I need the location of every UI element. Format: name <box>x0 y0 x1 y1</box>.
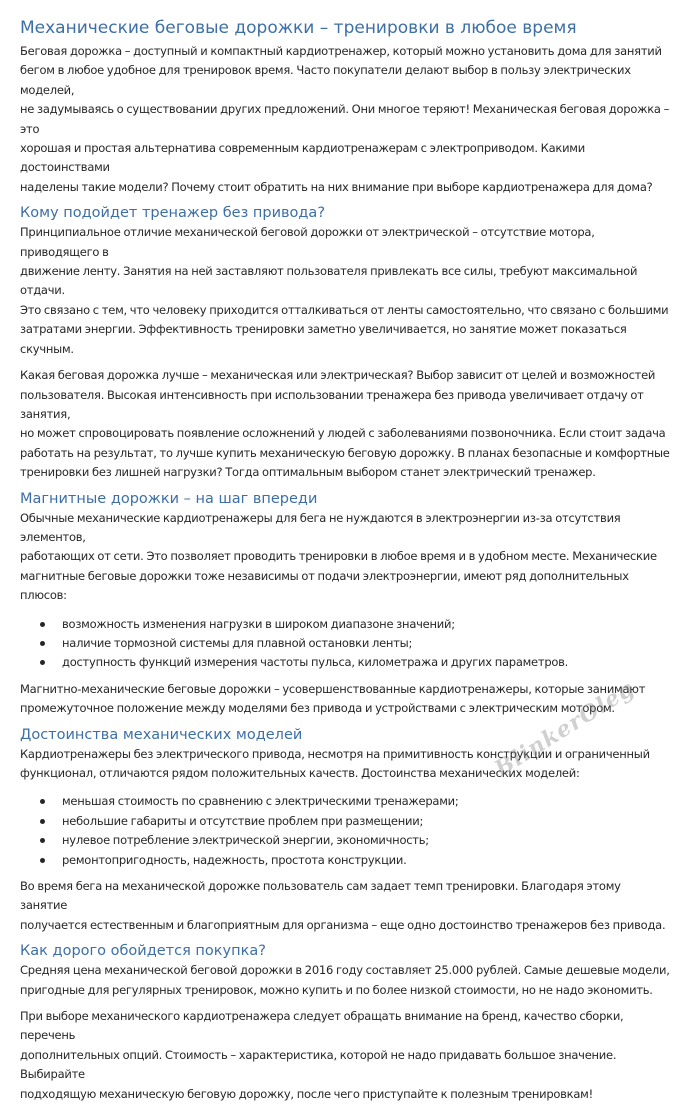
bullet-list <box>20 615 670 673</box>
text-line: Принципиальное отличие механической беговой дорожки от электрической – отсутствие мотора, приводящего в <box>20 225 595 259</box>
intro-paragraph <box>20 42 670 197</box>
list-item: наличие тормозной системы для плавной остановки ленты; <box>20 634 670 653</box>
text-line: работающих от сети. Это позволяет проводить тренировки в любое время и в удобном месте. Механические <box>20 549 657 564</box>
text-line: но может спровоцировать появление осложнений у людей с заболеваниями позвоночника. Если стоит задача <box>20 426 666 441</box>
text-line: наделены такие модели? Почему стоит обратить на них внимание при выборе кардиотренажера для дома? <box>20 179 653 194</box>
text-line: Это связано с тем, что человеку приходится отталкиваться от ленты самостоятельно, что связано с большими <box>20 302 669 317</box>
text-line: получается естественным и благоприятным для организма – еще одно достоинство тренажеров без привода. <box>20 917 666 932</box>
text-line: работать на результат, то лучше купить механическую беговую дорожку. В планах безопасные и комфортные <box>20 445 670 460</box>
text-line: промежуточное положение между моделями без привода и устройствами с электрическим мотором. <box>20 701 615 716</box>
list-item: доступность функций измерения частоты пульса, километража и других параметров. <box>20 653 670 672</box>
text-line: пользователя. Высокая интенсивность при использовании тренажера без привода увеличивает отдачу от занятия, <box>20 387 644 421</box>
section-heading: Магнитные дорожки – на шаг впереди <box>20 490 318 507</box>
watermark: BlinkerOleg <box>490 675 640 783</box>
text-line: Во время бега на механической дорожке пользователь сам задает темп тренировки. Благодаря этому занятие <box>20 879 621 913</box>
paragraph <box>20 1007 670 1104</box>
text-line: дополнительных опций. Стоимость – характеристика, которой не надо придавать большое значение. Выбирайте <box>20 1047 617 1082</box>
paragraph <box>20 961 670 1000</box>
text-line: магнитные беговые дорожки тоже независимы от подачи электроэнергии, имеют ряд дополнительных плюсов: <box>20 568 629 603</box>
text-line: затратами энергии. Эффективность тренировки заметно увеличивается, но занятие может показаться скучным. <box>20 322 627 356</box>
text-line: пригодные для регулярных тренировок, можно купить и по более низкой стоимости, но не надо экономить. <box>20 982 653 997</box>
text-line: подходящую механическую беговую дорожку, после чего приступайте к полезным тренировкам! <box>20 1086 593 1101</box>
text-line: Магнитно-механические беговые дорожки – усовершенствованные кардиотренажеры, которые занимают <box>20 681 646 696</box>
section-heading: Достоинства механических моделей <box>20 726 303 743</box>
text-line: движение ленту. Занятия на ней заставляют пользователя привлекать все силы, требуют максимальной отдачи. <box>20 264 638 298</box>
page-title: Механические беговые дорожки – тренировки в любое время <box>20 18 577 38</box>
text-line: Беговая дорожка – доступный и компактный кардиотренажер, который можно установить дома для занятий <box>20 44 662 58</box>
paragraph <box>20 223 670 359</box>
paragraph <box>20 366 670 482</box>
paragraph <box>20 877 670 935</box>
text-line: функционал, отличаются рядом положительных качеств. Достоинства механических моделей: <box>20 766 580 780</box>
section-heading: Кому подойдет тренажер без привода? <box>20 205 326 222</box>
text-line: тренировки без лишней нагрузки? Тогда оптимальным выбором станет электрический тренажер. <box>20 465 596 480</box>
document-page <box>20 0 670 1104</box>
text-line: бегом в любое удобное для тренировок время. Часто покупатели делают выбор в пользу электрических моделей, <box>20 63 631 97</box>
bullet-list <box>20 792 670 870</box>
paragraph <box>20 509 670 606</box>
list-item: ремонтопригодность, надежность, простота конструкции. <box>20 851 670 870</box>
list-item: небольшие габариты и отсутствие проблем при размещении; <box>20 812 670 831</box>
text-line: Кардиотренажеры без электрического привода, несмотря на примитивность конструкции и ограниченный <box>20 746 650 761</box>
text-line: не задумываясь о существовании других предложений. Они многое теряют! Механическая беговая дорожка – это <box>20 102 670 136</box>
text-line: При выборе механического кардиотренажера следует обращать внимание на бренд, качество сборки, перечень <box>20 1009 624 1043</box>
list-item: нулевое потребление электрической энергии, экономичность; <box>20 831 670 850</box>
paragraph <box>20 745 670 784</box>
text-line: Какая беговая дорожка лучше – механическая или электрическая? Выбор зависит от целей и возможностей <box>20 368 656 383</box>
list-item: меньшая стоимость по сравнению с электрическими тренажерами; <box>20 792 670 811</box>
text-line: Обычные механические кардиотренажеры для бега не нуждаются в электроэнергии из-за отсутствия элементов, <box>20 510 621 544</box>
text-line: хорошая и простая альтернатива современным кардиотренажерам с электроприводом. Какими достоинствами <box>20 141 585 175</box>
section-heading: Как дорого обойдется покупка? <box>20 943 266 960</box>
list-item: возможность изменения нагрузки в широком диапазоне значений; <box>20 615 670 634</box>
text-line: Средняя цена механической беговой дорожки в 2016 году составляет 25.000 рублей. Самые дешевые модели, <box>20 963 670 978</box>
